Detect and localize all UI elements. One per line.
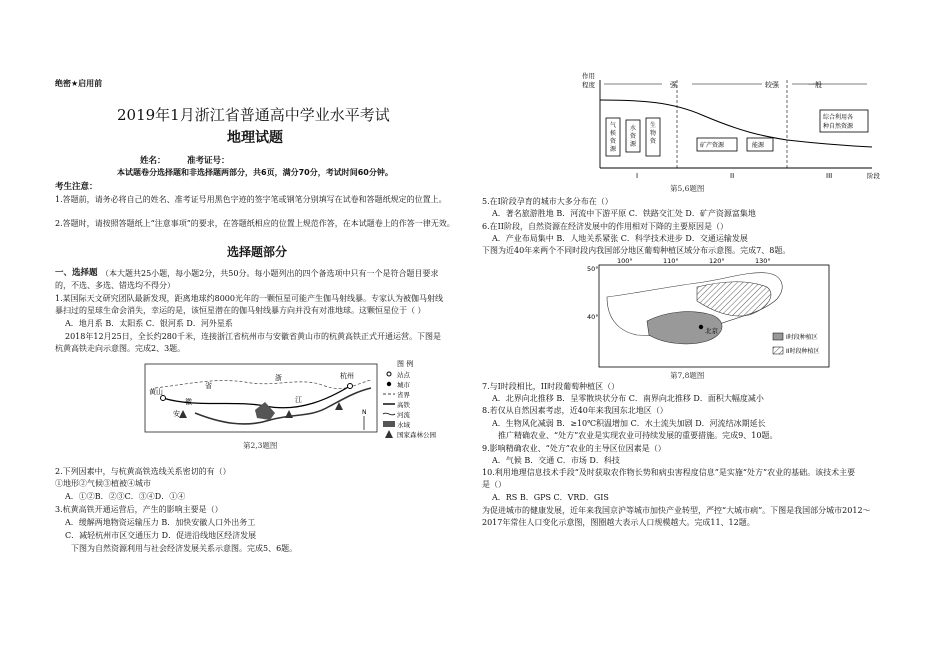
- box-bio-c1: 生: [650, 122, 657, 129]
- q3-stem: 3.杭黄高铁开通运营后，产生的影响主要是（）: [55, 505, 223, 514]
- q1-options: A．地月系 B．太阳系 C．银河系 D．河外星系: [65, 319, 233, 328]
- lon-130-label: 130°: [755, 257, 771, 265]
- part1-desc-2: 的，不选、多选、错选均不得分）: [55, 281, 175, 290]
- chart1-caption: 第5,6题图: [670, 184, 705, 193]
- legend-station: 站点: [397, 371, 410, 379]
- xtick-stage-3: III: [826, 172, 833, 180]
- box-water-c2: 资: [630, 133, 637, 140]
- intro-5-6: 下图为自然资源利用与社会经济发展关系示意图。完成5、6题。: [71, 544, 298, 553]
- box-comprehensive-l1: 综合利用各: [823, 114, 854, 121]
- map-char-sheng: 省: [205, 382, 212, 390]
- q1-stem-2: 暴扫过的星球生命会消失，幸运的是，该恒星潜在的伽马射线暴方向并没有对准地球。这颗恒星位于（ ）: [55, 306, 426, 315]
- intro-11-12-line-2: 2017年常住人口变化示意图，图圈越大表示人口规模越大。完成11、12题。: [482, 518, 755, 527]
- q7-stem: 7.与I时段相比，II时段葡萄种植区（）: [482, 382, 620, 391]
- notice-item-1: 1.答题前，请务必将自己的姓名、准考证号用黑色字迹的签字笔或钢笔分别填写在试卷和答题纸规定的位置上。: [55, 195, 447, 204]
- stage-strong-label: 强: [670, 81, 677, 89]
- q9-stem: 9.影响精确农业、“处方”农业的主导区位因素是（）: [482, 444, 666, 453]
- north-arrow-label: N: [362, 409, 367, 416]
- box-water-c1: 水: [630, 125, 637, 132]
- box-bio-c3: 资: [650, 138, 657, 145]
- resource-stage-chart: [582, 70, 892, 185]
- q10-stem-1: 10.利用地理信息技术手段“及时获取农作物长势和病虫害程度信息”是实施“处方”农业的基础。该技术主要: [482, 468, 856, 477]
- intro-2-3-line-2: 杭黄高铁走向示意图。完成2、3题。: [55, 344, 186, 353]
- box-water-c3: 源: [630, 141, 637, 148]
- id-field-label: 准考证号：: [187, 156, 230, 166]
- q7-options: A．北界向北推移 B．呈零散块状分布 C．南界向北推移 D．面积大幅度减小: [492, 394, 764, 403]
- legend-station-icon: [387, 372, 391, 376]
- lat-50-label: 50°: [587, 265, 599, 273]
- secret-label: 绝密★启用前: [55, 79, 103, 88]
- lon-110-label: 110°: [663, 257, 679, 265]
- legend-city-icon: [387, 382, 391, 386]
- huangshan-label: 黄山: [149, 388, 163, 396]
- left-column: [55, 0, 473, 672]
- exam-intro: 本试题卷分选择题和非选择题两部分，共6页，满分70分，考试时间60分钟。: [117, 168, 393, 177]
- hangzhou-city-marker: [348, 384, 353, 389]
- legend-river: 河流: [397, 411, 410, 419]
- q5-options: A．著名旅游胜地 B．河流中下游平原 C．铁路交汇处 D．矿产资源富集地: [492, 209, 756, 218]
- q3-options-ab: A．缓解两地物资运输压力 B．加快安徽人口外出务工: [65, 518, 256, 527]
- intro-11-12-line-1: 为促进城市的健康发展，近年来我国京沪等城市加快产业转型，严控“大城市病”。下图是我国部分城市2012～: [482, 506, 871, 515]
- box-climate-c1: 气: [610, 122, 617, 129]
- legend-period2: II时段种植区: [786, 348, 820, 355]
- box-climate-c3: 资: [610, 138, 617, 145]
- xtick-stage-1: I: [636, 172, 639, 180]
- intro-2-3-line-1: 2018年12月25日，全长约280千米，连接浙江省杭州市与安徽省黄山市的杭黄高铁正式开通运营。下图是: [65, 332, 441, 341]
- q10-stem-2: 是（）: [482, 480, 506, 489]
- lon-120-label: 120°: [709, 257, 725, 265]
- box-comprehensive-l2: 种自然资源: [823, 123, 854, 130]
- legend-period1-icon: [773, 333, 783, 340]
- legend-border: 省界: [397, 391, 410, 399]
- q2-options: A．①②B．②③C．③④D．①④: [65, 492, 186, 501]
- legend-title: 图 例: [397, 360, 414, 368]
- part1-heading: 一、选择题: [55, 268, 98, 278]
- notice-item-2: 2.答题时，请按照答题纸上“注意事项”的要求，在答题纸相应的位置上规范作答，在本试题卷上的作答一律无效。: [55, 219, 455, 228]
- box-climate-c2: 候: [610, 130, 617, 137]
- q6-stem: 6.在II阶段，自然资源在经济发展中的作用相对下降的主要原因是（）: [482, 222, 728, 231]
- q2-stem: 2.下列因素中，与杭黄高铁选线关系密切的有（）: [55, 467, 231, 476]
- right-column: [482, 0, 902, 672]
- box-energy-label: 能源: [752, 142, 765, 149]
- lon-100-label: 100°: [617, 257, 633, 265]
- box-bio-c2: 物: [650, 130, 657, 137]
- huangshan-city-marker: [161, 396, 166, 401]
- section-title: 选择题部分: [227, 245, 288, 259]
- legend-water: 水域: [397, 421, 410, 429]
- box-climate-c4: 源: [610, 146, 617, 153]
- legend-city: 城市: [397, 381, 410, 389]
- map-char-jiang: 江: [295, 396, 302, 404]
- legend-forest: 国家森林公园: [397, 431, 436, 439]
- chart-xlabel: 阶段: [867, 172, 880, 180]
- chart-ylabel-1: 作用: [582, 72, 595, 80]
- part1-desc-1: （本大题共25小题，每小题2分，共50分。每小题列出的四个备选项中只有一个是符合题目要求: [101, 269, 439, 278]
- legend-forest-icon: [385, 430, 393, 438]
- stage-normal-label: 一般: [808, 81, 822, 89]
- q5-stem: 5.在I阶段孕育的城市大多分布在（）: [482, 197, 613, 206]
- q6-options: A．产业布局集中 B．人地关系紧张 C．科学技术进步 D．交通运输发展: [492, 234, 748, 243]
- legend-period1: I时段种植区: [786, 334, 818, 341]
- legend-river-icon: [383, 413, 395, 415]
- map1-caption: 第2,3题图: [243, 441, 278, 450]
- legend-period2-icon: [773, 347, 783, 354]
- stage-medium-label: 较强: [765, 81, 779, 89]
- subject-title: 地理试题: [227, 130, 283, 146]
- legend-water-icon: [383, 421, 395, 427]
- xtick-stage-2: II: [730, 172, 735, 180]
- map-char-zhe: 浙: [275, 374, 282, 382]
- legend-rail: 高铁: [397, 401, 410, 409]
- notice-heading: 考生注意：: [55, 182, 98, 192]
- q3-options-cd: C．减轻杭州市区交通压力 D．促进沿线地区经济发展: [65, 531, 257, 540]
- exam-title: 2019年1月浙江省普通高中学业水平考试: [117, 106, 390, 124]
- grape-region-map: [587, 257, 847, 375]
- hanghuang-map: [135, 358, 455, 448]
- chart-ylabel-2: 程度: [582, 81, 595, 89]
- map-char-an: 安: [173, 410, 180, 418]
- map-char-hui: 徽: [185, 398, 192, 406]
- q1-stem-1: 1.某国际天文研究团队最新发现，距离地球约8000光年的一颗恒星可能产生伽马射线暴。专家认为被伽马射线: [55, 294, 443, 303]
- map2-caption: 第7,8题图: [670, 371, 705, 380]
- intro-9-10: 推广精确农业、“处方”农业是实现农业可持续发展的重要措施。完成9、10题。: [498, 431, 778, 440]
- q8-options: A．生物风化减弱 B．≥10℃积温增加 C．水土流失加剧 D．河流结冰期延长: [492, 419, 766, 428]
- q8-stem: 8.若仅从自然因素考虑，近40年来我国东北地区（）: [482, 406, 668, 415]
- hangzhou-label: 杭州: [340, 372, 354, 380]
- lat-40-label: 40°: [587, 313, 599, 321]
- q2-factors: ①地形②气候③植被④城市: [55, 479, 151, 488]
- beijing-label: 北京: [705, 327, 718, 335]
- q10-options: A．RS B．GPS C．VRD．GIS: [492, 493, 609, 502]
- box-minerals-label: 矿产资源: [700, 142, 725, 149]
- intro-7-8: 下图为近40年来两个不同时段内我国部分地区葡萄种植区域分布示意图。完成7、8题。: [482, 246, 791, 255]
- beijing-marker: [699, 325, 703, 329]
- name-field-label: 姓名：: [140, 156, 166, 166]
- q9-options: A．气候 B．交通 C．市场 D．科技: [492, 456, 620, 465]
